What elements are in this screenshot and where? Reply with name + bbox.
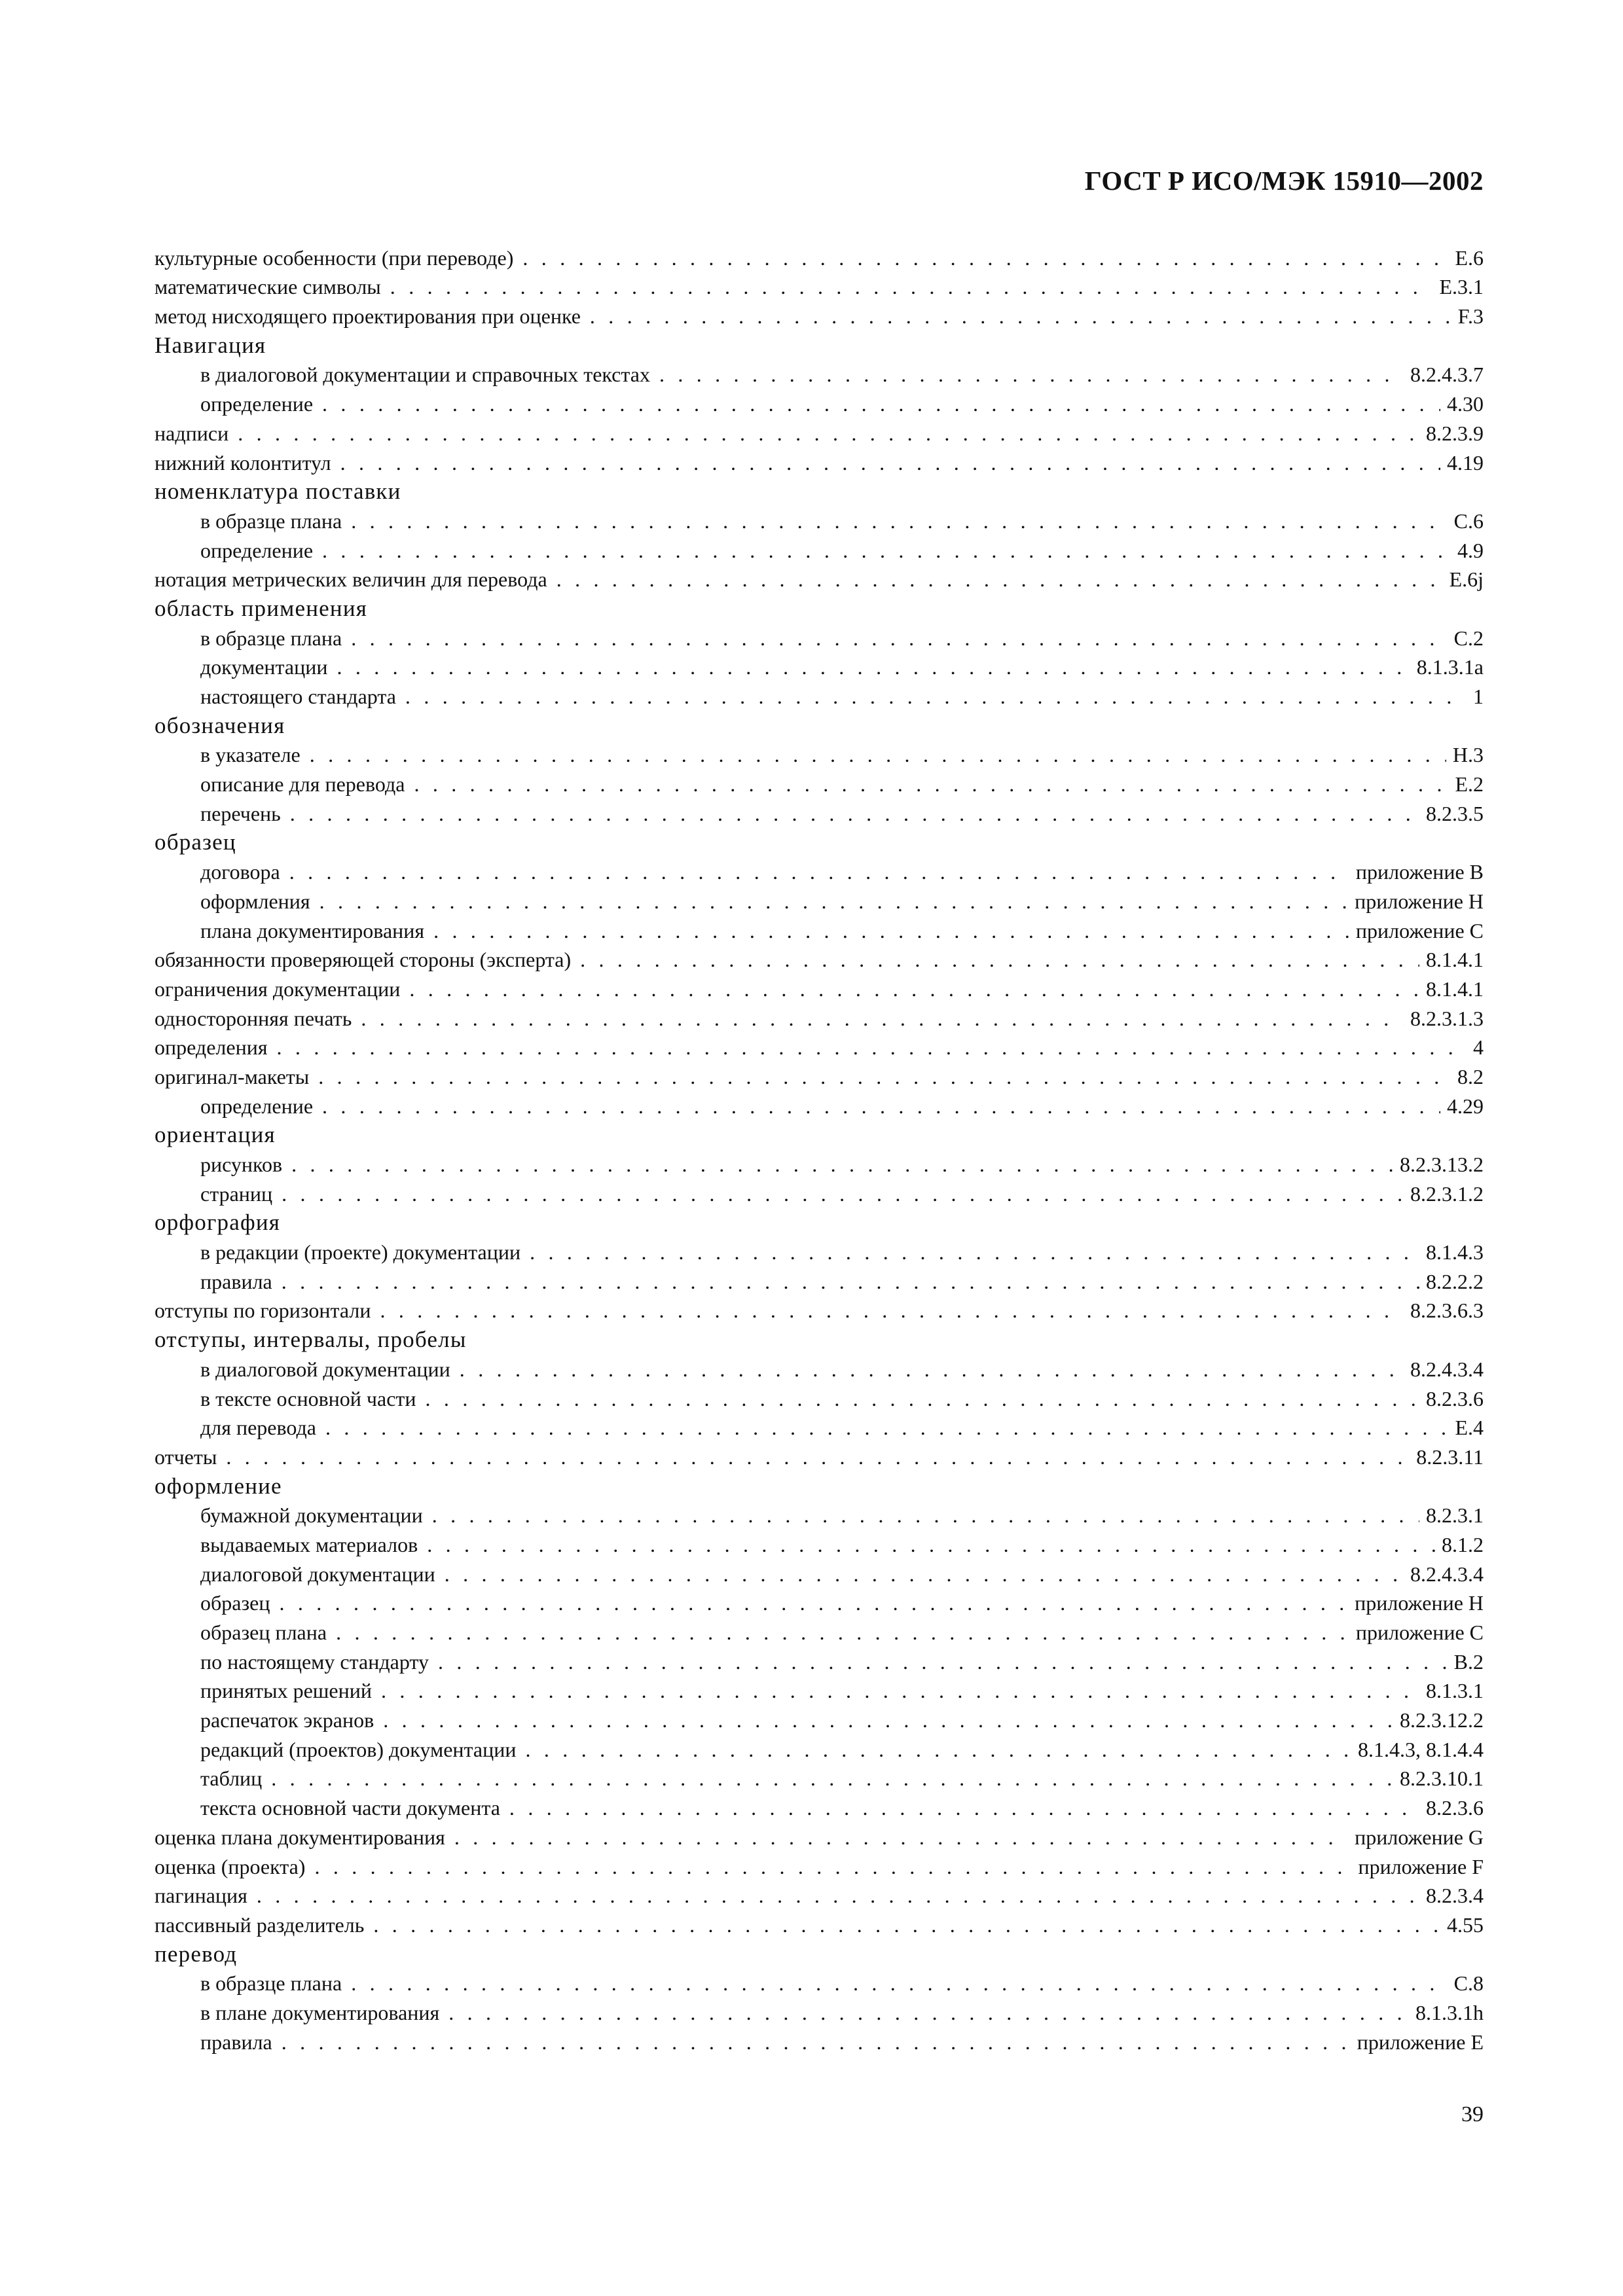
index-reference: 1 — [1473, 685, 1484, 708]
dot-leader — [337, 654, 1410, 680]
index-reference: 8.2.3.4 — [1426, 1884, 1484, 1908]
index-term: надписи — [155, 421, 229, 445]
index-reference: 8.2 — [1457, 1064, 1484, 1088]
index-term: обязанности проверяющей стороны (эксперта) — [155, 948, 572, 972]
index-term: настоящего стандарта — [200, 685, 396, 708]
index-term: образец плана — [200, 1621, 327, 1644]
index-reference: 8.2.3.9 — [1426, 421, 1484, 445]
index-heading: область применения — [155, 595, 368, 621]
dot-leader — [556, 566, 1443, 592]
index-term: договора — [200, 860, 280, 884]
index-reference: F.3 — [1457, 304, 1484, 329]
dot-leader — [448, 2000, 1409, 2026]
index-heading: ориентация — [155, 1122, 276, 1148]
index-entry — [155, 1031, 1484, 1061]
index-term: в диалоговой документации — [200, 1357, 450, 1381]
index-reference: 4.30 — [1447, 392, 1484, 416]
dot-leader — [383, 1707, 1393, 1733]
dot-leader — [291, 1151, 1393, 1177]
index-subentry — [155, 1499, 1484, 1529]
index-entry — [155, 1880, 1484, 1909]
index-subentry — [155, 739, 1484, 768]
dot-leader — [454, 1824, 1348, 1850]
dot-leader — [426, 1386, 1419, 1412]
page-number: 39 — [1461, 2102, 1484, 2126]
index-term: в редакции (проекте) документации — [200, 1240, 521, 1265]
index-subentry — [155, 1265, 1484, 1295]
index-subentry — [155, 622, 1484, 651]
index-reference: 8.1.4.3 — [1426, 1240, 1484, 1265]
index-reference: 8.2.4.3.4 — [1410, 1562, 1484, 1586]
dot-leader — [380, 1297, 1404, 1323]
index-subentry — [155, 1382, 1484, 1412]
index-term: культурные особенности (при переводе) — [155, 245, 514, 270]
index-term: выдаваемых материалов — [200, 1532, 418, 1556]
index-reference: 8.2.3.12.2 — [1400, 1708, 1484, 1732]
index-reference: E.4 — [1455, 1416, 1484, 1440]
dot-leader — [526, 1736, 1352, 1763]
index-reference: 8.2.3.1.3 — [1410, 1006, 1484, 1030]
index-subentry — [155, 1528, 1484, 1558]
index-term: в диалоговой документации и справочных текстах — [200, 363, 650, 387]
index-term: в указателе — [200, 743, 301, 767]
index-reference: приложение С — [1355, 1621, 1484, 1644]
dot-leader — [530, 1239, 1419, 1265]
dot-leader — [381, 1677, 1419, 1704]
subject-index — [155, 242, 1484, 2055]
dot-leader — [257, 1882, 1419, 1909]
index-term: распечаток экранов — [200, 1708, 374, 1732]
index-reference: 8.2.3.5 — [1426, 801, 1484, 825]
index-heading: перевод — [155, 1941, 238, 1967]
index-term: страниц — [200, 1181, 273, 1206]
index-term: односторонняя печать — [155, 1006, 352, 1030]
index-term: таблиц — [200, 1767, 263, 1791]
index-term: нижний колонтитул — [155, 450, 331, 475]
index-subentry — [155, 651, 1484, 681]
dot-leader — [310, 742, 1446, 768]
dot-leader — [522, 245, 1448, 271]
index-term: пассивный разделитель — [155, 1912, 365, 1937]
index-term: оригинал-макеты — [155, 1064, 310, 1088]
index-reference: 4.9 — [1457, 538, 1484, 562]
index-reference: H.3 — [1452, 743, 1484, 767]
index-entry — [155, 1002, 1484, 1031]
index-subentry — [155, 1996, 1484, 2026]
dot-leader — [390, 274, 1433, 300]
index-heading: образец — [155, 829, 236, 855]
index-reference: 8.1.4.1 — [1426, 948, 1484, 972]
index-term: определения — [155, 1035, 268, 1060]
dot-leader — [325, 1414, 1449, 1441]
dot-leader — [659, 361, 1404, 387]
index-term: диалоговой документации — [200, 1562, 435, 1586]
index-reference: 4 — [1473, 1035, 1484, 1060]
index-subentry — [155, 534, 1484, 564]
dot-leader — [336, 1619, 1349, 1645]
index-reference: E.6j — [1449, 567, 1484, 592]
dot-leader — [361, 1005, 1404, 1031]
index-subentry — [155, 1967, 1484, 1997]
index-term: образец — [200, 1591, 270, 1615]
index-entry — [155, 564, 1484, 593]
index-reference: приложение F — [1358, 1854, 1484, 1878]
index-heading: обозначения — [155, 712, 285, 738]
index-reference: 8.2.2.2 — [1426, 1269, 1484, 1293]
index-reference: 4.55 — [1447, 1912, 1484, 1937]
index-entry — [155, 417, 1484, 446]
index-subentry — [155, 1675, 1484, 1704]
dot-leader — [373, 1912, 1440, 1938]
index-reference: B.2 — [1453, 1649, 1484, 1674]
index-term: пагинация — [155, 1884, 247, 1908]
index-term: отчеты — [155, 1444, 217, 1469]
index-reference: 8.1.3.1h — [1415, 2000, 1484, 2024]
dot-leader — [438, 1649, 1448, 1675]
index-term: определение — [200, 392, 314, 416]
index-subentry — [155, 387, 1484, 417]
index-reference: приложение E — [1357, 2030, 1484, 2054]
dot-leader — [279, 1590, 1348, 1616]
index-entry — [155, 1295, 1484, 1324]
dot-leader — [238, 420, 1419, 446]
index-term: определение — [200, 1094, 314, 1118]
index-subentry — [155, 1412, 1484, 1441]
dot-leader — [414, 771, 1448, 797]
index-reference: C.8 — [1453, 1971, 1484, 1996]
index-reference: приложение Н — [1355, 889, 1484, 913]
index-reference: E.3.1 — [1439, 275, 1484, 299]
index-heading: номенклатура поставки — [155, 478, 401, 505]
dot-leader — [433, 918, 1349, 944]
index-reference: 8.1.3.1a — [1416, 655, 1484, 679]
index-term: определение — [200, 538, 314, 562]
document-header: ГОСТ Р ИСО/МЭК 15910—2002 — [1084, 166, 1484, 196]
index-reference: 8.2.4.3.4 — [1410, 1357, 1484, 1381]
index-reference: 8.2.3.6 — [1426, 1386, 1484, 1410]
index-subentry — [155, 2026, 1484, 2055]
dot-leader — [351, 1970, 1447, 1996]
dot-leader — [282, 1181, 1404, 1207]
index-subentry — [155, 505, 1484, 534]
index-heading: орфография — [155, 1210, 281, 1236]
index-reference: 4.19 — [1447, 450, 1484, 475]
dot-leader — [322, 1093, 1440, 1119]
dot-leader — [590, 303, 1451, 329]
index-reference: 8.1.4.3, 8.1.4.4 — [1358, 1737, 1484, 1761]
dot-leader — [277, 1034, 1467, 1060]
index-subentry — [155, 914, 1484, 944]
index-term: метод нисходящего проектирования при оценке — [155, 304, 581, 329]
dot-leader — [282, 2029, 1351, 2055]
index-reference: C.2 — [1453, 626, 1484, 650]
index-subentry — [155, 1587, 1484, 1617]
index-subentry — [155, 1733, 1484, 1763]
index-reference: приложение Н — [1355, 1591, 1484, 1615]
index-reference: 8.1.4.1 — [1426, 977, 1484, 1001]
index-entry — [155, 446, 1484, 476]
index-term: оценка (проекта) — [155, 1854, 306, 1878]
index-reference: 8.2.3.1.2 — [1410, 1181, 1484, 1206]
index-subentry — [155, 1236, 1484, 1265]
index-subentry — [155, 855, 1484, 885]
index-reference: E.6 — [1455, 245, 1484, 270]
index-term: документации — [200, 655, 328, 679]
index-term: оформления — [200, 889, 310, 913]
index-subentry — [155, 1763, 1484, 1792]
index-reference: 4.29 — [1447, 1094, 1484, 1118]
index-subentry — [155, 1353, 1484, 1382]
index-heading: Навигация — [155, 332, 266, 358]
index-subentry — [155, 1645, 1484, 1675]
index-reference: приложение С — [1355, 918, 1484, 942]
index-term: по настоящему стандарту — [200, 1649, 429, 1674]
dot-leader — [351, 625, 1447, 651]
index-subentry — [155, 768, 1484, 797]
index-term: правила — [200, 1269, 272, 1293]
dot-leader — [290, 800, 1419, 827]
index-entry — [155, 1850, 1484, 1880]
index-term: для перевода — [200, 1416, 316, 1440]
index-term: отступы по горизонтали — [155, 1299, 371, 1323]
dot-leader — [282, 1268, 1419, 1295]
index-term: принятых решений — [200, 1679, 372, 1703]
index-reference: 8.2.3.10.1 — [1400, 1767, 1484, 1791]
index-reference: 8.2.3.1 — [1426, 1503, 1484, 1528]
index-entry — [155, 973, 1484, 1002]
index-term: в тексте основной части — [200, 1386, 416, 1410]
index-entry — [155, 242, 1484, 271]
dot-leader — [427, 1532, 1435, 1558]
dot-leader — [409, 976, 1419, 1002]
index-reference: E.2 — [1455, 772, 1484, 797]
dot-leader — [322, 391, 1440, 417]
dot-leader — [351, 508, 1447, 534]
dot-leader — [319, 888, 1348, 914]
index-subentry — [155, 885, 1484, 914]
index-term: оценка плана документирования — [155, 1825, 445, 1849]
index-term: рисунков — [200, 1153, 283, 1176]
index-reference: 8.2.4.3.7 — [1410, 363, 1484, 387]
dot-leader — [580, 946, 1419, 973]
index-reference: 8.2.3.11 — [1416, 1444, 1484, 1469]
index-term: в образце плана — [200, 509, 342, 533]
dot-leader — [318, 1064, 1451, 1090]
index-subentry — [155, 1616, 1484, 1645]
index-term: нотация метрических величин для перевода — [155, 567, 547, 592]
index-heading: оформление — [155, 1473, 282, 1499]
index-heading: отступы, интервалы, пробелы — [155, 1327, 467, 1353]
index-entry — [155, 944, 1484, 973]
index-reference: приложение G — [1355, 1825, 1484, 1849]
index-term: описание для перевода — [200, 772, 405, 797]
index-reference: C.6 — [1453, 509, 1484, 533]
index-reference: 8.1.2 — [1442, 1532, 1484, 1556]
dot-leader — [271, 1765, 1393, 1791]
index-subentry — [155, 1558, 1484, 1587]
dot-leader — [509, 1795, 1419, 1821]
index-reference: 8.2.3.13.2 — [1400, 1153, 1484, 1176]
index-term: перечень — [200, 801, 281, 825]
index-subentry — [155, 1791, 1484, 1821]
dot-leader — [322, 537, 1451, 564]
index-subentry — [155, 1148, 1484, 1177]
index-reference: приложение В — [1355, 860, 1484, 884]
dot-leader — [405, 683, 1467, 709]
index-term: плана документирования — [200, 918, 425, 942]
index-reference: 8.2.3.6 — [1426, 1796, 1484, 1820]
dot-leader — [289, 859, 1349, 885]
index-term: в образце плана — [200, 1971, 342, 1996]
dot-leader — [432, 1502, 1419, 1528]
index-subentry — [155, 1090, 1484, 1119]
index-reference: 8.1.3.1 — [1426, 1679, 1484, 1703]
index-term: ограничения документации — [155, 977, 401, 1001]
dot-leader — [226, 1444, 1410, 1470]
dot-leader — [340, 450, 1440, 476]
index-term: в плане документирования — [200, 2000, 440, 2024]
dot-leader — [460, 1356, 1404, 1382]
dot-leader — [314, 1854, 1351, 1880]
index-entry — [155, 1821, 1484, 1850]
index-reference: 8.2.3.6.3 — [1410, 1299, 1484, 1323]
index-entry — [155, 271, 1484, 300]
index-term: в образце плана — [200, 626, 342, 650]
index-term: математические символы — [155, 275, 381, 299]
index-subentry — [155, 1177, 1484, 1207]
index-subentry — [155, 1704, 1484, 1733]
index-subentry — [155, 680, 1484, 709]
index-subentry — [155, 359, 1484, 388]
index-entry — [155, 1909, 1484, 1938]
index-subentry — [155, 797, 1484, 827]
index-entry — [155, 1060, 1484, 1090]
index-term: текста основной части документа — [200, 1796, 500, 1820]
dot-leader — [445, 1561, 1404, 1587]
index-entry — [155, 1441, 1484, 1470]
index-term: бумажной документации — [200, 1503, 423, 1528]
index-term: редакций (проектов) документации — [200, 1737, 517, 1761]
index-term: правила — [200, 2030, 272, 2054]
index-entry — [155, 300, 1484, 329]
